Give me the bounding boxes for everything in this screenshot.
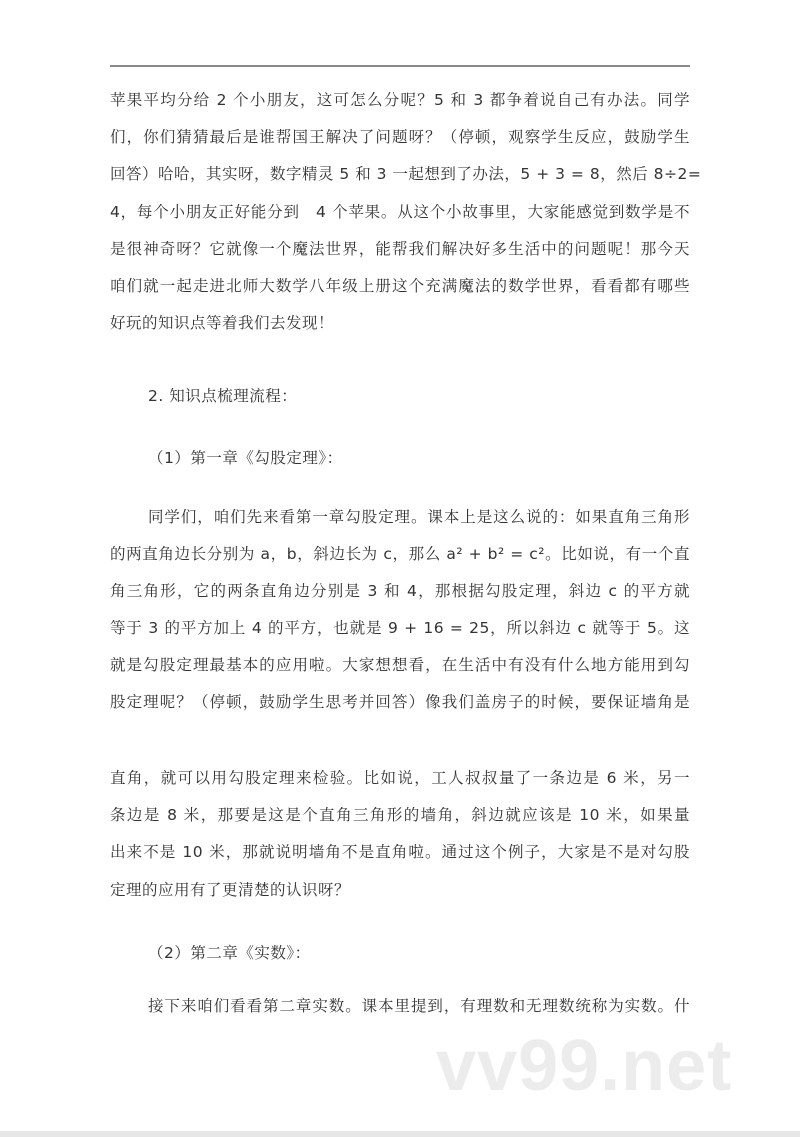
chapter2-heading: （2）第二章《实数》： [148, 944, 311, 962]
text-line: 们，你们猜猜最后是谁帮国王解决了问题呀？（停顿，观察学生反应，鼓励学生 [110, 128, 690, 146]
section-heading: 2. 知识点梳理流程： [148, 387, 298, 405]
watermark: vv99.net [436, 1026, 733, 1106]
text-line: 是很神奇呀？它就像一个魔法世界，能帮我们解决好多生活中的问题呢！那今天 [110, 240, 690, 258]
text-line: 股定理呢？（停顿，鼓励学生思考并回答）像我们盖房子的时候，要保证墙角是 [110, 693, 690, 711]
text-line: 接下来咱们看看第二章实数。课本里提到，有理数和无理数统称为实数。什 [148, 997, 690, 1015]
text-line: 定理的应用有了更清楚的认识呀？ [110, 881, 351, 899]
text-line: 角三角形，它的两条直角边分别是 3 和 4，那根据勾股定理，斜边 c 的平方就 [110, 582, 690, 600]
text-line: 苹果平均分给 2 个小朋友，这可怎么分呢？5 和 3 都争着说自己有办法。同学 [110, 91, 690, 109]
text-line: 咱们就一起走进北师大数学八年级上册这个充满魔法的数学世界，看看都有哪些 [110, 277, 690, 295]
chapter1-heading: （1）第一章《勾股定理》： [148, 449, 343, 467]
text-line: 同学们，咱们先来看第一章勾股定理。课本上是这么说的：如果直角三角形 [148, 508, 690, 526]
text-line: 就是勾股定理最基本的应用啦。大家想想看，在生活中有没有什么地方能用到勾 [110, 656, 690, 674]
text-line: 条边是 8 米，那要是这是个直角三角形的墙角，斜边就应该是 10 米，如果量 [110, 806, 690, 824]
text-line: 回答）哈哈，其实呀，数字精灵 5 和 3 一起想到了办法，5 + 3 = 8，然后 8÷2= [110, 165, 702, 183]
text-line: 等于 3 的平方加上 4 的平方，也就是 9 + 16 = 25，所以斜边 c 就等于 5。这 [110, 619, 690, 637]
header-rule [110, 65, 690, 67]
text-line: 4，每个小朋友正好能分到 4 个苹果。从这个小故事里，大家能感觉到数学是不 [110, 203, 690, 221]
text-line: 直角，就可以用勾股定理来检验。比如说，工人叔叔量了一条边是 6 米，另一 [110, 769, 690, 787]
text-line: 的两直角边长分别为 a，b，斜边长为 c，那么 a² + b² = c²。比如说，有一个直 [110, 545, 690, 563]
page-bottom-edge [0, 1131, 800, 1137]
text-line: 出来不是 10 米，那就说明墙角不是直角啦。通过这个例子，大家是不是对勾股 [110, 843, 690, 861]
text-line: 好玩的知识点等着我们去发现！ [110, 314, 335, 332]
